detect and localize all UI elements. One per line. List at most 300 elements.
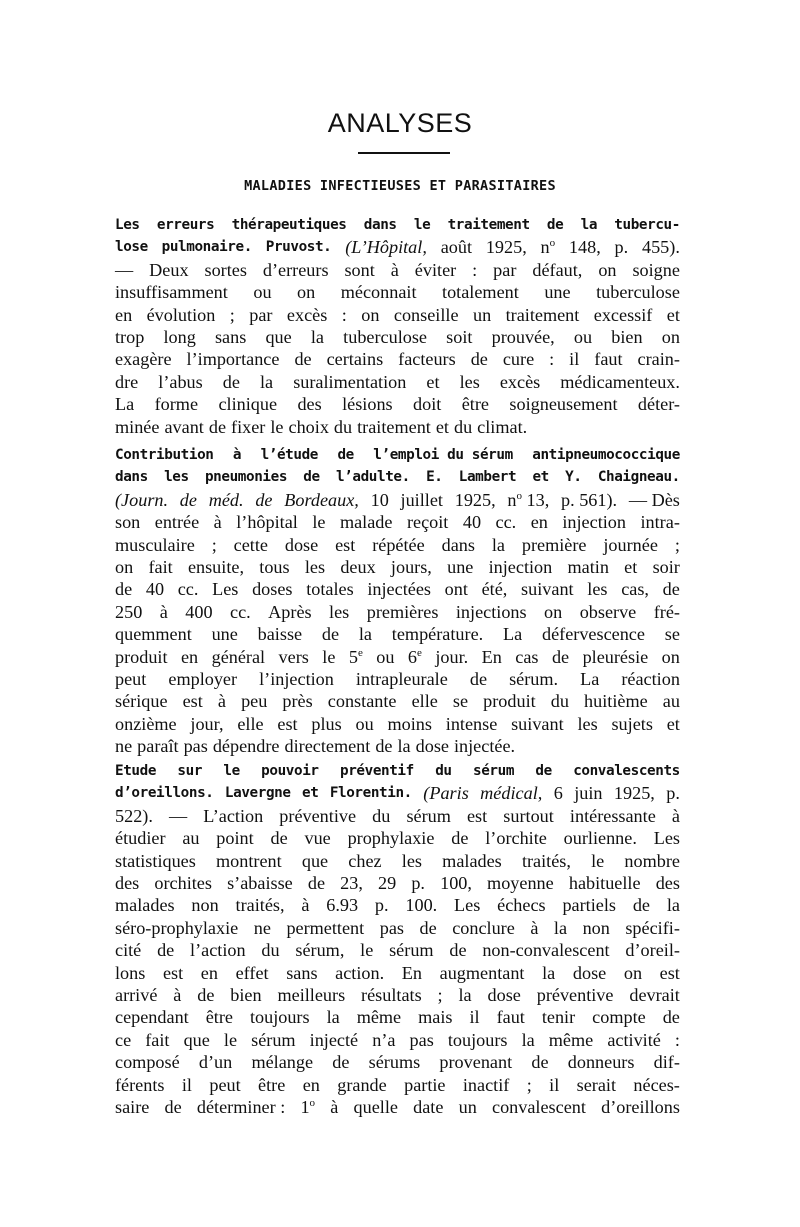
word: compte bbox=[592, 1007, 646, 1028]
word: tuberculose bbox=[343, 327, 428, 348]
word: de bbox=[307, 873, 326, 894]
word: — bbox=[115, 259, 134, 280]
article-line: (Journ. de méd. de Bordeaux, 10 juillet 1925, $n^o$ 13, p. 561). — Dès bbox=[115, 489, 680, 510]
word: : bbox=[674, 1029, 680, 1050]
word: elle bbox=[237, 713, 264, 734]
article-line: Etude sur le pouvoir préventif du sérum de convalescents bbox=[115, 763, 680, 779]
word: sans bbox=[214, 327, 247, 348]
word: soigneusement bbox=[509, 394, 618, 415]
word: ; bbox=[437, 985, 443, 1006]
word: 100. bbox=[405, 895, 438, 916]
word: p. bbox=[411, 873, 425, 894]
word: cependant bbox=[115, 1007, 189, 1028]
word: certains bbox=[326, 349, 384, 370]
word: l’injection bbox=[259, 669, 334, 690]
word: dre bbox=[115, 371, 139, 392]
word: conseille bbox=[393, 304, 459, 325]
word: jours, bbox=[390, 557, 432, 578]
word: La bbox=[115, 394, 135, 415]
word: méconnait bbox=[340, 282, 417, 303]
word: dif- bbox=[653, 1052, 680, 1073]
word: permettent bbox=[286, 917, 365, 938]
word: totales bbox=[306, 579, 354, 600]
word: de bbox=[208, 416, 227, 437]
word: la bbox=[310, 327, 325, 348]
word: en bbox=[302, 1074, 320, 1095]
word: que bbox=[265, 327, 292, 348]
word: fait bbox=[145, 1029, 170, 1050]
word: entrée bbox=[154, 512, 200, 533]
word: clinique bbox=[218, 394, 278, 415]
word: facteurs bbox=[398, 349, 456, 370]
word: être bbox=[461, 394, 489, 415]
article-line: produit en général vers le 5e ou 6e jour. En cas de pleurésie on bbox=[115, 646, 680, 667]
word: 400 bbox=[185, 601, 213, 622]
article-line: saire de déterminer : 1$^o$ à quelle date un convalescent d’oreillons bbox=[115, 1097, 680, 1118]
word: les bbox=[401, 850, 422, 871]
article-line: d’oreillons. Lavergne et Florentin. (Paris médical, 6 juin 1925, p. bbox=[115, 783, 680, 804]
word: toujours bbox=[249, 1007, 310, 1028]
word: l’hôpital bbox=[236, 512, 298, 533]
article-tuberculose bbox=[115, 214, 680, 438]
section-title: MALADIES INFECTIEUSES ET PARASITAIRES bbox=[244, 178, 556, 194]
word: peut bbox=[115, 669, 147, 690]
word: dose bbox=[487, 985, 521, 1006]
word: être bbox=[258, 1074, 286, 1095]
article-line bbox=[115, 962, 680, 984]
word: sérum, bbox=[295, 940, 345, 961]
word: tuberculose bbox=[596, 282, 680, 303]
word: climat. bbox=[477, 416, 528, 437]
word: Les bbox=[653, 828, 680, 849]
word: faut bbox=[594, 349, 623, 370]
article-line bbox=[115, 690, 680, 712]
word: augmentant bbox=[439, 962, 525, 983]
word: de bbox=[662, 1007, 680, 1028]
word: de bbox=[662, 579, 680, 600]
article-line bbox=[115, 1006, 680, 1028]
article-line bbox=[115, 939, 680, 961]
word: plus bbox=[311, 713, 342, 734]
word: sont bbox=[344, 259, 375, 280]
word: par bbox=[493, 259, 517, 280]
article-serum-antipneumococcique bbox=[115, 444, 680, 758]
word: ; bbox=[526, 1074, 532, 1095]
word: de bbox=[321, 624, 340, 645]
article-line bbox=[115, 393, 680, 415]
word: grande bbox=[337, 1074, 387, 1095]
word: néces- bbox=[633, 1074, 680, 1095]
word: suralimentation bbox=[293, 371, 407, 392]
word: crain- bbox=[637, 349, 680, 370]
word: traités, bbox=[521, 850, 571, 871]
word: 100, bbox=[440, 873, 472, 894]
word: lésions bbox=[342, 394, 393, 415]
word: de bbox=[270, 828, 288, 849]
word: est bbox=[335, 534, 356, 555]
word: cc. bbox=[495, 512, 517, 533]
word: habituelle bbox=[568, 873, 641, 894]
word: on bbox=[598, 259, 617, 280]
word: au bbox=[662, 691, 680, 712]
word: chez bbox=[348, 850, 382, 871]
word: une bbox=[211, 624, 238, 645]
word: il bbox=[181, 1074, 192, 1095]
word: été, bbox=[481, 579, 508, 600]
word: à bbox=[390, 259, 399, 280]
word: les bbox=[577, 713, 598, 734]
word: excès bbox=[286, 304, 328, 325]
word: de bbox=[157, 940, 175, 961]
word: injectées bbox=[367, 579, 431, 600]
word: des bbox=[655, 873, 680, 894]
word: Deux bbox=[149, 259, 189, 280]
word: de bbox=[470, 349, 488, 370]
word: observe bbox=[579, 601, 637, 622]
word: la bbox=[260, 371, 274, 392]
word: suivant bbox=[521, 579, 574, 600]
word: bien bbox=[230, 985, 262, 1006]
word: il bbox=[549, 1074, 560, 1095]
word: à bbox=[213, 512, 222, 533]
word: on bbox=[115, 557, 134, 578]
word: sérum bbox=[251, 1029, 296, 1050]
word: donneurs bbox=[567, 1052, 635, 1073]
word: s’abaisse bbox=[227, 873, 293, 894]
article-line bbox=[115, 668, 680, 690]
article-line bbox=[115, 827, 680, 849]
word: cette bbox=[233, 534, 268, 555]
word: arrivé bbox=[115, 985, 158, 1006]
word: intéressante bbox=[569, 805, 656, 826]
word: injection bbox=[488, 557, 553, 578]
word: et bbox=[435, 416, 449, 437]
word: jour, bbox=[190, 713, 224, 734]
word: le bbox=[312, 512, 326, 533]
word: pas bbox=[183, 736, 208, 757]
word: moyenne bbox=[487, 873, 554, 894]
word: baisse bbox=[257, 624, 303, 645]
word: intrapleurale bbox=[355, 669, 448, 690]
word: est bbox=[659, 962, 680, 983]
word: forme bbox=[154, 394, 199, 415]
word: serait bbox=[576, 1074, 617, 1095]
word: : bbox=[472, 259, 478, 280]
word: du bbox=[333, 416, 353, 437]
article-line bbox=[115, 511, 680, 533]
word: sérum bbox=[389, 940, 434, 961]
article-line bbox=[115, 805, 680, 827]
article-line bbox=[115, 416, 680, 438]
word: est bbox=[182, 691, 203, 712]
word: deux bbox=[340, 557, 376, 578]
word: de bbox=[632, 895, 650, 916]
word: même bbox=[356, 1007, 402, 1028]
word: et bbox=[666, 304, 680, 325]
word: à bbox=[530, 917, 539, 938]
word: non-convalescent bbox=[482, 940, 610, 961]
word: soigne bbox=[632, 259, 680, 280]
word: une bbox=[544, 282, 571, 303]
word: musculaire bbox=[115, 534, 195, 555]
article-line bbox=[115, 1029, 680, 1051]
word: nombre bbox=[624, 850, 680, 871]
word: En bbox=[401, 962, 422, 983]
word: malades bbox=[115, 895, 175, 916]
article-line: Les erreurs thérapeutiques dans le traitement de la tubercu- bbox=[115, 217, 680, 233]
word: peu bbox=[241, 691, 268, 712]
word: bien bbox=[611, 327, 643, 348]
word: l’importance bbox=[186, 349, 280, 370]
word: ce bbox=[115, 1029, 132, 1050]
word: ensuite, bbox=[187, 557, 245, 578]
word: de bbox=[375, 736, 393, 757]
word: éviter bbox=[414, 259, 457, 280]
word: la bbox=[542, 962, 556, 983]
article-line: Contribution à l’étude de l’emploi du sérum antipneumococcique bbox=[115, 447, 680, 463]
word: dépendre bbox=[212, 736, 280, 757]
word: journée bbox=[603, 534, 658, 555]
word: tous bbox=[259, 557, 290, 578]
word: reçoit bbox=[406, 512, 449, 533]
article-line bbox=[115, 556, 680, 578]
word: est bbox=[466, 805, 488, 826]
word: sujets bbox=[611, 713, 653, 734]
word: 29 bbox=[378, 873, 397, 894]
word: malade bbox=[339, 512, 393, 533]
word: le bbox=[591, 850, 605, 871]
word: préventive bbox=[279, 805, 357, 826]
word: la bbox=[553, 917, 568, 938]
word: température. bbox=[391, 624, 484, 645]
word: près bbox=[282, 691, 313, 712]
word: les bbox=[459, 371, 480, 392]
word: dose bbox=[415, 736, 449, 757]
word: du bbox=[372, 805, 391, 826]
word: des bbox=[297, 394, 322, 415]
article-line bbox=[115, 259, 680, 281]
word: cas, bbox=[621, 579, 649, 600]
word: il bbox=[569, 349, 580, 370]
article-line bbox=[115, 917, 680, 939]
word: de bbox=[197, 985, 215, 1006]
word: cc. bbox=[230, 601, 251, 622]
word: se bbox=[664, 624, 680, 645]
word: injections bbox=[455, 601, 527, 622]
word: sérique bbox=[115, 691, 168, 712]
word: malades bbox=[442, 850, 502, 871]
word: onzième bbox=[115, 713, 177, 734]
word: cure bbox=[502, 349, 535, 370]
word: première bbox=[521, 534, 587, 555]
word: soir bbox=[652, 557, 680, 578]
word: les bbox=[587, 579, 608, 600]
word: de bbox=[115, 579, 133, 600]
word: meilleurs bbox=[277, 985, 346, 1006]
word: surtout bbox=[503, 805, 554, 826]
word: ou bbox=[573, 327, 593, 348]
word: paraît bbox=[137, 736, 179, 757]
word: évolution bbox=[146, 304, 216, 325]
word: la bbox=[458, 985, 472, 1006]
word: est bbox=[277, 713, 298, 734]
word: à bbox=[217, 691, 226, 712]
word: férents bbox=[115, 1074, 165, 1095]
word: constante bbox=[327, 691, 397, 712]
word: statistiques bbox=[115, 850, 196, 871]
word: l’orchite bbox=[485, 828, 547, 849]
word: toujours bbox=[447, 1029, 508, 1050]
word: de bbox=[294, 349, 312, 370]
article-line bbox=[115, 850, 680, 872]
word: on bbox=[297, 282, 316, 303]
word: La bbox=[580, 669, 600, 690]
word: provenant bbox=[439, 1052, 513, 1073]
word: que bbox=[183, 1029, 210, 1050]
word: inactif bbox=[462, 1074, 510, 1095]
word: moins bbox=[387, 713, 432, 734]
word: d’erreurs bbox=[262, 259, 329, 280]
word: résultats bbox=[361, 985, 422, 1006]
word: injectée. bbox=[453, 736, 516, 757]
word: à bbox=[301, 895, 310, 916]
word: prouvée, bbox=[491, 327, 555, 348]
word: p. bbox=[374, 895, 389, 916]
word: activité bbox=[607, 1029, 661, 1050]
article-line bbox=[115, 534, 680, 556]
word: intra- bbox=[640, 512, 680, 533]
word: du bbox=[453, 416, 473, 437]
word: dans bbox=[441, 534, 475, 555]
word: — bbox=[168, 805, 188, 826]
article-line bbox=[115, 713, 680, 735]
word: sérums bbox=[368, 1052, 421, 1073]
word: insuffisamment bbox=[115, 282, 228, 303]
word: sérum bbox=[406, 805, 451, 826]
word: de bbox=[222, 371, 240, 392]
page-title: ANALYSES bbox=[327, 108, 473, 138]
word: fré- bbox=[653, 601, 680, 622]
article-line bbox=[115, 304, 680, 326]
word: lons bbox=[115, 962, 146, 983]
article-oreillons bbox=[115, 760, 680, 1119]
word: suivant bbox=[511, 713, 564, 734]
word: d’oreil- bbox=[625, 940, 680, 961]
word: fait bbox=[148, 557, 173, 578]
word: huitième bbox=[584, 691, 648, 712]
word: la bbox=[521, 1029, 535, 1050]
word: de bbox=[469, 669, 488, 690]
word: à bbox=[671, 805, 680, 826]
word: la bbox=[491, 534, 505, 555]
word: les bbox=[304, 557, 326, 578]
word: que bbox=[301, 850, 329, 871]
article-line: lose pulmonaire. Pruvost. (L’Hôpital, août 1925, $n^o$ 148, p. 455). bbox=[115, 237, 680, 258]
word: de bbox=[332, 1052, 350, 1073]
word: ont bbox=[444, 579, 468, 600]
word: même bbox=[548, 1029, 594, 1050]
article-line bbox=[115, 1051, 680, 1073]
word: choix bbox=[288, 416, 329, 437]
word: traitement bbox=[357, 416, 431, 437]
word: l’abus bbox=[158, 371, 203, 392]
word: on bbox=[661, 327, 680, 348]
word: du bbox=[261, 940, 280, 961]
word: 40 bbox=[462, 512, 482, 533]
word: la bbox=[666, 895, 680, 916]
word: de bbox=[531, 1052, 549, 1073]
word: doit bbox=[413, 394, 442, 415]
word: ; bbox=[229, 304, 235, 325]
word: mélange bbox=[251, 1052, 314, 1073]
word: non bbox=[191, 895, 219, 916]
word: la bbox=[358, 624, 372, 645]
article-line bbox=[115, 1074, 680, 1096]
word: du bbox=[550, 691, 569, 712]
word: et bbox=[666, 713, 680, 734]
word: ou bbox=[355, 713, 374, 734]
word: échecs bbox=[497, 895, 546, 916]
title-rule bbox=[358, 152, 450, 154]
word: son bbox=[115, 512, 141, 533]
word: non bbox=[582, 917, 610, 938]
word: : bbox=[549, 349, 555, 370]
word: sans bbox=[286, 962, 318, 983]
word: Les bbox=[454, 895, 481, 916]
word: le bbox=[360, 940, 374, 961]
word: pas bbox=[379, 917, 404, 938]
word: orchites bbox=[154, 873, 212, 894]
word: être bbox=[205, 1007, 233, 1028]
word: La bbox=[502, 624, 523, 645]
word: quemment bbox=[115, 624, 192, 645]
word: injecté bbox=[309, 1029, 359, 1050]
word: conclure bbox=[452, 917, 515, 938]
word: produit bbox=[483, 691, 536, 712]
word: doses bbox=[252, 579, 293, 600]
word: partiels bbox=[562, 895, 616, 916]
article-line bbox=[115, 371, 680, 393]
word: des bbox=[115, 873, 140, 894]
word: : bbox=[341, 304, 347, 325]
word: sortes bbox=[204, 259, 247, 280]
word: devrait bbox=[629, 985, 680, 1006]
word: ne bbox=[253, 917, 271, 938]
word: Après bbox=[268, 601, 312, 622]
word: on bbox=[544, 601, 563, 622]
word: peut bbox=[209, 1074, 241, 1095]
word: médicamenteux. bbox=[560, 371, 680, 392]
word: et bbox=[426, 371, 440, 392]
word: n’a bbox=[372, 1029, 396, 1050]
word: prophylaxie bbox=[347, 828, 435, 849]
word: on bbox=[623, 962, 643, 983]
word: pas bbox=[409, 1029, 434, 1050]
word: au bbox=[182, 828, 200, 849]
word: ourlienne. bbox=[563, 828, 637, 849]
article-line bbox=[115, 348, 680, 370]
word: cc. bbox=[177, 579, 199, 600]
word: excès bbox=[499, 371, 541, 392]
word: tenir bbox=[541, 1007, 576, 1028]
word: étudier bbox=[115, 828, 166, 849]
word: en bbox=[200, 962, 218, 983]
word: injection bbox=[562, 512, 626, 533]
word: séro-prophylaxie bbox=[115, 917, 239, 938]
word: la bbox=[397, 736, 411, 757]
word: directement bbox=[284, 736, 371, 757]
word: répétée bbox=[372, 534, 425, 555]
